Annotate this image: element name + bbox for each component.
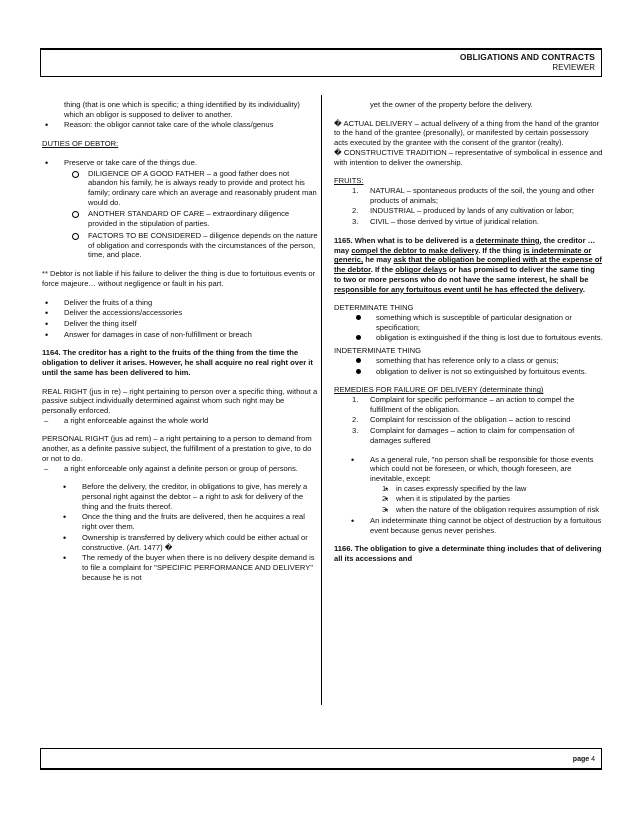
fruit-item: 1. NATURAL – spontaneous products of the soil, the young and other products of animals; xyxy=(352,186,595,205)
actual-delivery: � ACTUAL DELIVERY – actual delivery of a thing from the hand of the grantor to the hand of the grantee (presonally), or manifested by certain possessory acts executed by the grantee with the consent of the grantor (realty). xyxy=(334,118,600,148)
reason-item: • Reason: the obligor cannot take care of the whole class/genus xyxy=(42,120,320,130)
care-item: FACTORS TO BE CONSIDERED – diligence depends on the nature of obligation and corresponds with the circumstances of the person, time, and place. xyxy=(72,231,320,260)
remedies-list xyxy=(352,395,604,446)
exception-item: • 2. when it is stipulated by the parties xyxy=(382,494,604,504)
real-right-list xyxy=(42,416,320,426)
duties-heading: DUTIES OF DEBTOR: xyxy=(42,139,119,149)
pr-bullet: • The remedy of the buyer when there is no delivery despite demand is to file a complaint for "SPECIFIC PERFORMANCE AND DELIVERY" because he is not xyxy=(60,553,320,582)
personal-right-definition: PERSONAL RIGHT (jus ad rem) – a right pertaining to a person to demand from another, as a definite passive subject, the fulfillment of a prestation to give, to do or not to do. xyxy=(42,434,312,463)
fruits-heading: FRUITS: xyxy=(334,176,364,186)
care-list xyxy=(72,169,320,260)
article-1165: 1165. When what is to be delivered is a determinate thing, the creditor … may compel the debtor to make delivery. If the thing is indeterminate or generic, he may ask that the obligation be complied with at the expense of the debtor. If the obligor delays or has promised to deliver the same ting to two or more persons who do not have the same interest, he shall be responsible for any fortuitous event until he has effected the delivery. xyxy=(334,235,602,294)
care-item: ANOTHER STANDARD OF CARE – extraordinary diligence provided in the stipulation of parties. xyxy=(72,209,320,228)
remedies-heading: REMEDIES FOR FAILURE OF DELIVERY (determinate thing) xyxy=(334,385,544,395)
indeterminate-item: something that has reference only to a class or genus; xyxy=(352,356,604,366)
header-subtitle: REVIEWER xyxy=(552,63,595,72)
remedy-item: 3. Complaint for damages – action to claim for compensation of damages suffered xyxy=(352,426,575,445)
column-divider xyxy=(321,95,322,705)
duty-item: • Answer for damages in case of non-fulfillment or breach xyxy=(42,330,320,340)
duty-item: • Deliver the accessions/accessories xyxy=(42,308,320,318)
remedy-item: 1. Complaint for specific performance – an action to compel the fulfillment of the obligation. xyxy=(352,394,575,414)
determinate-heading: DETERMINATE THING xyxy=(334,303,414,313)
preserve-item: • Preserve or take care of the things due. xyxy=(42,158,320,168)
determinate-item: something which is susceptible of particular designation or specification; xyxy=(352,313,604,332)
pr-bullet: • Before the delivery, the creditor, in obligations to give, has merely a personal right against the debtor – a right to ask for delivery of the thing and the fruits thereof. xyxy=(60,482,320,511)
continued-text: thing (that is one which is specific; a thing identified by its individuality) which an obligor is supposed to deliver to another. xyxy=(64,100,300,119)
fruit-item: 2. INDUSTRIAL – produced by lands of any cultivation or labor; xyxy=(352,206,575,216)
duty-item: • Deliver the thing itself xyxy=(42,319,320,329)
header-title: OBLIGATIONS AND CONTRACTS xyxy=(459,52,595,62)
personal-right-bullets xyxy=(60,482,320,582)
reason-list xyxy=(42,120,320,130)
right-column xyxy=(334,100,604,573)
indeterminate-heading: INDETERMINATE THING xyxy=(334,346,422,356)
continued-text: yet the owner of the property before the delivery. xyxy=(370,100,533,109)
constructive-tradition: � CONSTRUCTIVE TRADITION – representative of symbolical in essence and with intention to deliver the ownership. xyxy=(334,147,603,167)
personal-right-list xyxy=(42,464,320,474)
general-rule-item: • As a general rule, "no person shall be responsible for those events which could not be foreseen, or which, though foreseen, are inevitable, except: • 1. in cases expressly specified by the law • 2. when it is stipulated by the parties • 3. when the nature of the obligation requires assumption of risk xyxy=(348,455,604,515)
page-number: page 4 xyxy=(572,756,595,763)
preserve-list xyxy=(42,158,320,168)
care-item: DILIGENCE OF A GOOD FATHER – a good father does not abandon his family, he is always ready to provide and protect his family; ordinary care which an average and reasonably prudent man would do. xyxy=(72,169,320,208)
personal-right-item: – a right enforceable only against a definite person or group of persons. xyxy=(42,464,320,474)
real-right-definition: REAL RIGHT (jus in re) – right pertaining to person over a specific thing, without a passive subject individually determined against whom such right may be personally enforced. xyxy=(42,386,318,415)
indeterminate-item: obligation to deliver is not so extinguished by fortuitous events. xyxy=(352,367,604,377)
page-header xyxy=(40,50,602,77)
fruit-item: 3. CIVIL – those derived by virtue of juridical relation. xyxy=(352,217,539,227)
exception-item: • 3. when the nature of the obligation requires assumption of risk xyxy=(382,505,604,515)
rules-list xyxy=(348,455,604,536)
left-column xyxy=(42,100,320,591)
footer-rule xyxy=(40,768,602,770)
determinate-item: obligation is extinguished if the thing is lost due to fortuitous events. xyxy=(352,333,604,343)
page-footer xyxy=(40,748,602,769)
pr-bullet: • Once the thing and the fruits are delivered, then he acquires a real right over them. xyxy=(60,512,320,531)
indeterminate-list xyxy=(352,356,604,376)
exceptions-list xyxy=(382,484,604,515)
debtor-note: ** Debtor is not liable if his failure to deliver the thing is due to fortuitous events or force majeure… without negligence or fault in his part. xyxy=(42,269,316,288)
duty-item: • Deliver the fruits of a thing xyxy=(42,298,320,308)
duties-list xyxy=(42,298,320,340)
pr-bullet: • Ownership is transferred by delivery which could be either actual or constructive. (Art. 1477) � xyxy=(60,533,320,552)
determinate-list xyxy=(352,313,604,343)
exception-item: • 1. in cases expressly specified by the law xyxy=(382,484,604,494)
real-right-item: – a right enforceable against the whole world xyxy=(42,416,320,426)
fruits-list xyxy=(352,186,604,227)
article-1166: 1166. The obligation to give a determinate thing includes that of delivering all its accessions and xyxy=(334,544,602,564)
remedy-item: 2. Complaint for rescission of the obligation – action to rescind xyxy=(352,415,571,425)
indeterminate-rule-item: • An indeterminate thing cannot be object of destruction by a fortuitous event because genus never perishes. xyxy=(348,516,604,535)
article-1164: 1164. The creditor has a right to the fruits of the thing from the time the obligation to deliver it arises. However, he shall acquire no real right over it until the same has been delivered to him. xyxy=(42,348,313,377)
